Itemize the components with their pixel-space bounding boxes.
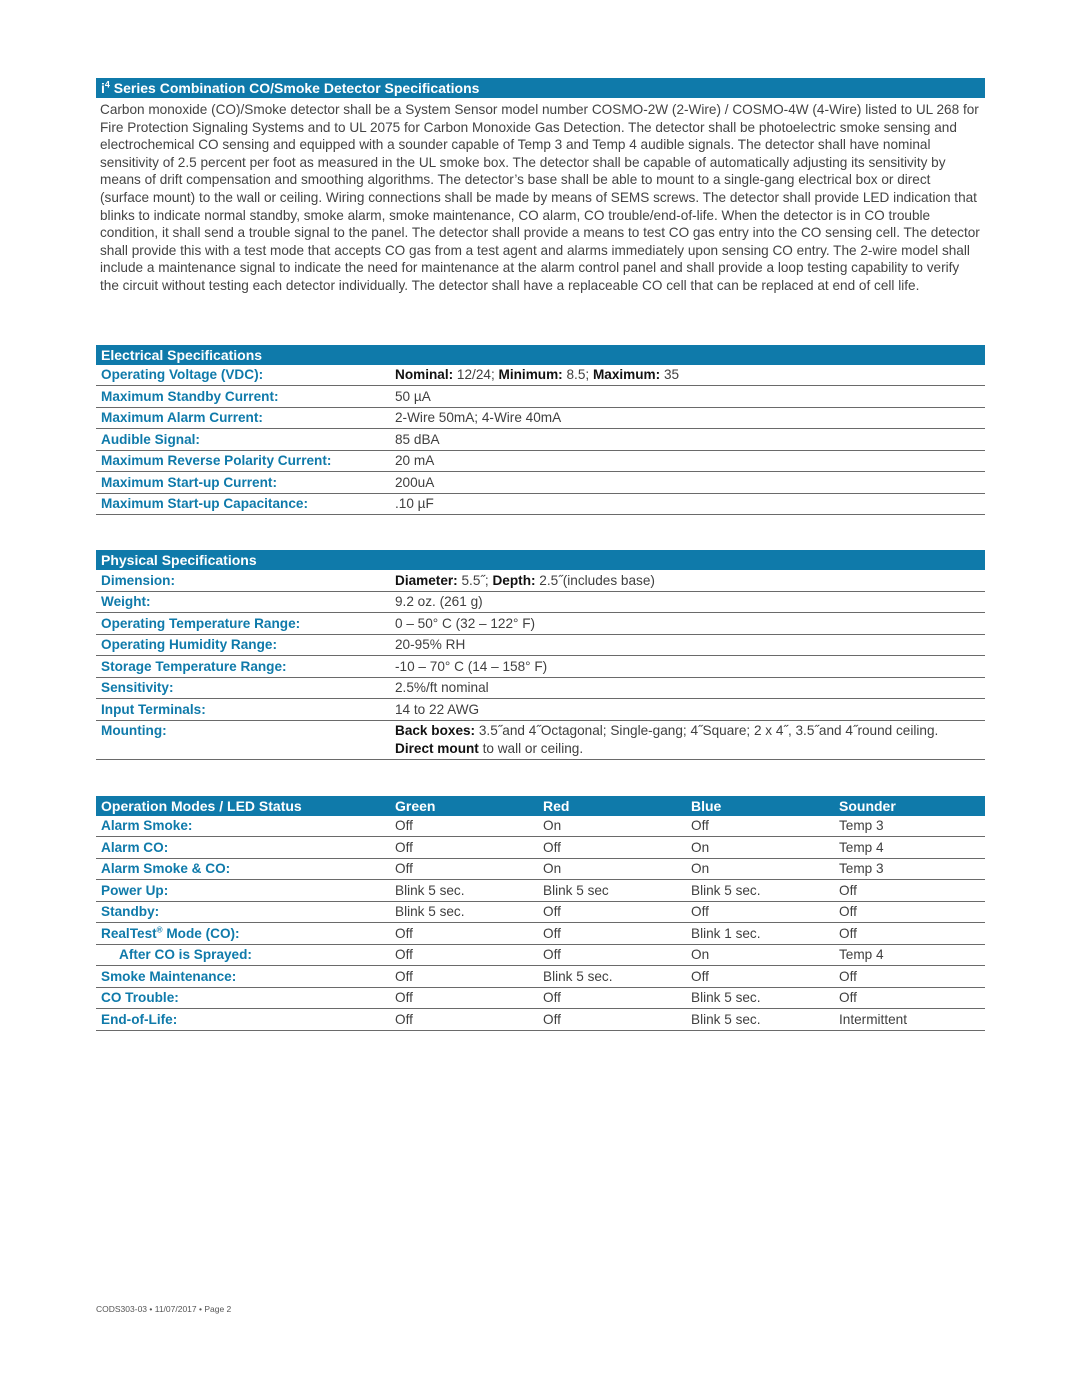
spec-value: 50 µA: [395, 388, 431, 404]
sounder-status: Off: [839, 904, 857, 920]
red-status: On: [543, 818, 562, 834]
green-status: Off: [395, 990, 413, 1006]
spec-label: Mounting:: [101, 723, 167, 739]
spec-row: [96, 451, 985, 473]
spec-label: Storage Temperature Range:: [101, 658, 287, 674]
electrical-header: Electrical Specifications: [96, 345, 985, 365]
spec-value: .10 µF: [395, 496, 434, 512]
green-status: Blink 5 sec.: [395, 904, 465, 920]
green-status: Off: [395, 1011, 413, 1027]
spec-value: 2-Wire 50mA; 4-Wire 40mA: [395, 410, 562, 426]
sounder-status: Temp 4: [839, 839, 884, 855]
mode-label: Alarm Smoke & CO:: [101, 861, 231, 877]
blue-status: Blink 5 sec.: [691, 882, 761, 898]
spec-value: 200uA: [395, 474, 435, 490]
green-status: Off: [395, 925, 413, 941]
intro-title: Series Combination CO/Smoke Detector Specifications: [109, 80, 480, 96]
red-status: Blink 5 sec: [543, 882, 609, 898]
intro-header: [96, 78, 985, 98]
sounder-status: Temp 3: [839, 818, 884, 834]
red-status: Off: [543, 990, 561, 1006]
blue-status: Off: [691, 968, 709, 984]
mode-label: Standby:: [101, 904, 160, 920]
blue-status: Blink 1 sec.: [691, 925, 761, 941]
mode-label: RealTest® Mode (CO):: [101, 925, 240, 941]
red-status: Off: [543, 1011, 561, 1027]
spec-row: [96, 592, 985, 614]
red-status: Off: [543, 904, 561, 920]
spec-label: Operating Voltage (VDC):: [101, 367, 264, 383]
sounder-status: Off: [839, 968, 857, 984]
red-status: Blink 5 sec.: [543, 968, 613, 984]
operation-row: [96, 966, 985, 988]
spec-value: 20 mA: [395, 453, 435, 469]
electrical-section: [96, 345, 985, 516]
spec-value: Diameter: 5.5˝; Depth: 2.5˝(includes base): [395, 572, 655, 588]
operation-row: [96, 923, 985, 945]
blue-status: Blink 5 sec.: [691, 990, 761, 1006]
red-status: Off: [543, 947, 561, 963]
operation-row: [96, 837, 985, 859]
electrical-rows: [96, 386, 985, 515]
blue-status: On: [691, 861, 710, 877]
spec-row: [96, 494, 985, 516]
spec-label: Audible Signal:: [101, 431, 200, 447]
spec-value: 14 to 22 AWG: [395, 701, 480, 717]
mode-label: Power Up:: [101, 882, 169, 898]
mode-label: Smoke Maintenance:: [101, 968, 237, 984]
green-status: Blink 5 sec.: [395, 882, 465, 898]
operation-row: [96, 859, 985, 881]
red-status: Off: [543, 925, 561, 941]
red-status: Off: [543, 839, 561, 855]
spec-row: [96, 570, 985, 592]
mode-label: Alarm Smoke:: [101, 818, 193, 834]
spec-value: Nominal: 12/24; Minimum: 8.5; Maximum: 35: [395, 367, 680, 383]
spec-value: -10 – 70° C (14 – 158° F): [395, 658, 548, 674]
green-status: Off: [395, 839, 413, 855]
column-header: Sounder: [839, 797, 896, 814]
sounder-status: Temp 3: [839, 861, 884, 877]
blue-status: Off: [691, 904, 709, 920]
spec-label: Input Terminals:: [101, 701, 206, 717]
column-header: Operation Modes / LED Status: [101, 797, 302, 814]
operation-section: [96, 796, 985, 1031]
intro-title-prefix: i: [101, 80, 105, 96]
spec-label: Maximum Start-up Capacitance:: [101, 496, 308, 512]
column-header: Blue: [691, 797, 722, 814]
spec-row: [96, 408, 985, 430]
spec-value: 85 dBA: [395, 431, 440, 447]
operation-rows: [96, 816, 985, 1031]
blue-status: On: [691, 839, 710, 855]
spec-label: Maximum Start-up Current:: [101, 474, 277, 490]
spec-value: Back boxes: 3.5˝and 4˝Octagonal; Single-gang; 4˝Square; 2 x 4˝, 3.5˝and 4˝round ceiling. Direct mount to wall or ceiling.: [395, 723, 939, 756]
operation-row: [96, 902, 985, 924]
operation-row: [96, 1009, 985, 1031]
spec-value: 20-95% RH: [395, 637, 466, 653]
green-status: Off: [395, 968, 413, 984]
column-header: Red: [543, 797, 570, 814]
column-header: Green: [395, 797, 436, 814]
spec-label: Maximum Alarm Current:: [101, 410, 263, 426]
spec-row: [96, 635, 985, 657]
spec-label: Maximum Standby Current:: [101, 388, 279, 404]
spec-value: 2.5%/ft nominal: [395, 680, 489, 696]
green-status: Off: [395, 818, 413, 834]
spec-row: [96, 656, 985, 678]
spec-row: [96, 678, 985, 700]
spec-label: Maximum Reverse Polarity Current:: [101, 453, 332, 469]
operation-header: [96, 796, 985, 816]
spec-row: [96, 365, 985, 387]
spec-row: [96, 699, 985, 721]
spec-label: Operating Temperature Range:: [101, 615, 301, 631]
operation-row: [96, 816, 985, 838]
spec-value: 9.2 oz. (261 g): [395, 594, 483, 610]
spec-page: [96, 78, 985, 1031]
physical-section: [96, 550, 985, 760]
spec-row: [96, 386, 985, 408]
spec-label: Weight:: [101, 594, 151, 610]
spec-value: 0 – 50° C (32 – 122° F): [395, 615, 536, 631]
sounder-status: Off: [839, 990, 857, 1006]
spec-label: Operating Humidity Range:: [101, 637, 277, 653]
operation-row: [96, 880, 985, 902]
sounder-status: Off: [839, 882, 857, 898]
page-footer: CODS303-03 • 11/07/2017 • Page 2: [96, 1304, 232, 1314]
operation-row: [96, 945, 985, 967]
mode-label: Alarm CO:: [101, 839, 169, 855]
spec-label: Dimension:: [101, 572, 176, 588]
blue-status: Blink 5 sec.: [691, 1011, 761, 1027]
spec-row: [96, 613, 985, 635]
intro-body: Carbon monoxide (CO)/Smoke detector shall be a System Sensor model number COSMO-2W (2-Wire) / COSMO-4W (4-Wire) listed to UL 268 for Fire Protection Signaling Systems and to UL 2075 for Carbon Monoxide Gas Detection. The detector shall be photoelectric smoke sensing and electrochemical CO sensing and equipped with a sounder capable of Temp 3 and Temp 4 audible signals. The detector shall have nominal sensitivity of 2.5 percent per foot as measured in the UL smoke box. The detector shall be capable of automatically adjusting its sensitivity by means of drift compensation and smoothing algorithms. The detector’s base shall be able to mount to a single-gang electrical box or direct (surface mount) to the wall or ceiling. Wiring connections shall be made by means of SEMS screws. The detector shall provide LED indication that blinks to indicate normal standby, smoke alarm, smoke maintenance, CO alarm, CO trouble/end-of-life. When the detector is in CO trouble condition, it shall send a trouble signal to the panel. The detector shall provide a means to test CO gas entry into the CO sensing cell. The detector shall provide this with a test mode that accepts CO gas from a test agent and alarms immediately upon sensing CO entry. The 2-wire model shall include a maintenance signal to indicate the need for maintenance at the alarm control panel and shall provide a loop testing capability to verify the circuit without testing each detector individually. The detector shall have a replaceable CO cell that can be replaced at end of cell life.: [100, 102, 980, 293]
mode-label: After CO is Sprayed:: [119, 947, 252, 963]
operation-row: [96, 988, 985, 1010]
spec-row: [96, 721, 985, 760]
blue-status: Off: [691, 818, 709, 834]
physical-header: Physical Specifications: [96, 550, 985, 570]
sounder-status: Intermittent: [839, 1011, 907, 1027]
sounder-status: Off: [839, 925, 857, 941]
intro-title-sup: 4: [104, 79, 110, 90]
green-status: Off: [395, 861, 413, 877]
spec-label: Sensitivity:: [101, 680, 174, 696]
mode-label: End-of-Life:: [101, 1011, 178, 1027]
blue-status: On: [691, 947, 710, 963]
mode-label: CO Trouble:: [101, 990, 179, 1006]
spec-row: [96, 472, 985, 494]
sounder-status: Temp 4: [839, 947, 884, 963]
physical-rows: [96, 592, 985, 721]
green-status: Off: [395, 947, 413, 963]
intro-section: [96, 78, 985, 295]
red-status: On: [543, 861, 562, 877]
spec-row: [96, 429, 985, 451]
